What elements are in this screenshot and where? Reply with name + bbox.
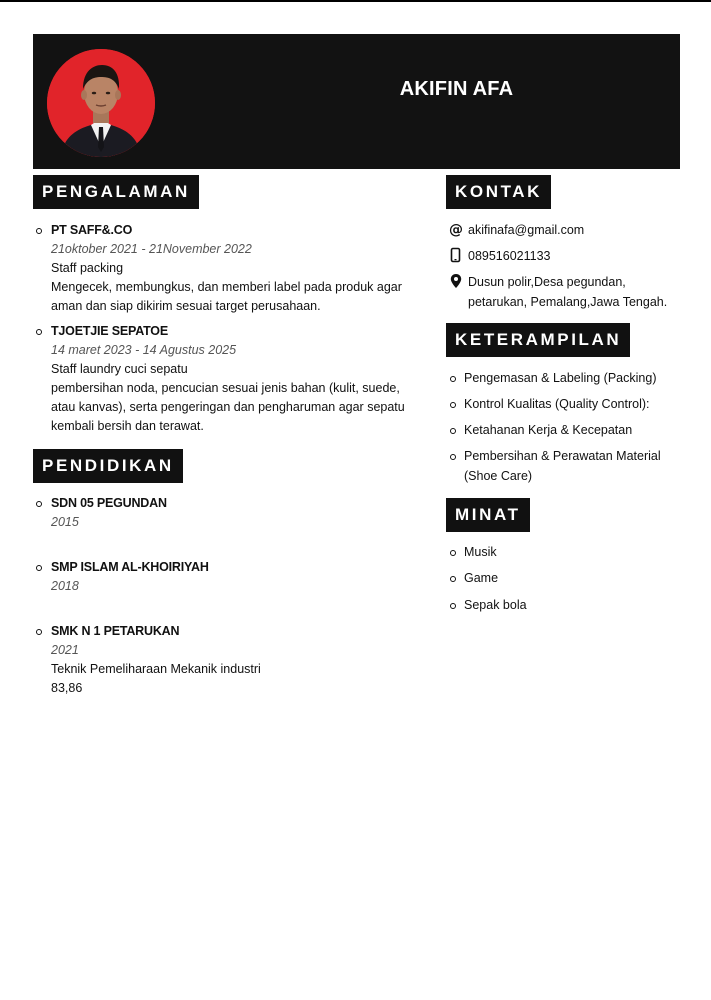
experience-desc-line: Mengecek, membungkus, dan memberi label pada produk agar <box>51 280 402 294</box>
contact-phone-text: 089516021133 <box>468 249 551 263</box>
bullet-icon <box>36 629 42 635</box>
skill-text: Ketahanan Kerja & Kecepatan <box>464 423 633 437</box>
contact-address-line: Dusun polir,Desa pegundan, <box>468 275 626 289</box>
experience-item <box>51 221 411 316</box>
skill-item <box>464 369 679 389</box>
contact-email <box>449 220 681 240</box>
bullet-icon <box>450 454 456 460</box>
education-score: 83,86 <box>51 681 83 695</box>
education-year: 2018 <box>51 579 79 593</box>
candidate-name: AKIFIN AFA <box>399 78 514 100</box>
education-school: SMP ISLAM AL-KHOIRIYAH <box>51 560 209 574</box>
bullet-icon <box>450 576 456 582</box>
experience-role: Staff laundry cuci sepatu <box>51 362 188 376</box>
skill-text: Pengemasan & Labeling (Packing) <box>464 371 657 385</box>
education-item <box>51 558 411 596</box>
svg-text:@: @ <box>449 222 463 237</box>
resume-header <box>33 34 680 169</box>
section-title-contact: KONTAK <box>446 175 551 209</box>
contact-phone <box>449 246 681 266</box>
contact-email-text: akifinafa@gmail.com <box>468 223 585 237</box>
skill-item <box>464 395 679 415</box>
education-item <box>51 494 411 532</box>
experience-desc-line: aman dan siap dikirim sesuai target perusahaan. <box>51 299 321 313</box>
bullet-icon <box>450 428 456 434</box>
contact-address <box>449 272 681 314</box>
skill-text: Pembersihan & Perawatan Material <box>464 449 661 463</box>
profile-photo <box>47 49 155 157</box>
skill-item <box>464 421 679 441</box>
profile-photo-illustration <box>47 49 155 157</box>
location-pin-icon <box>449 273 463 289</box>
experience-period: 14 maret 2023 - 14 Agustus 2025 <box>51 343 237 357</box>
education-year: 2021 <box>51 643 79 657</box>
experience-role: Staff packing <box>51 261 124 275</box>
contact-address-line: petarukan, Pemalang,Jawa Tengah. <box>468 295 668 309</box>
at-icon <box>449 221 463 237</box>
phone-icon <box>449 247 463 263</box>
top-border-line <box>0 0 711 2</box>
bullet-icon <box>450 376 456 382</box>
skill-text: (Shoe Care) <box>464 468 533 483</box>
interest-item <box>464 543 679 563</box>
bullet-icon <box>36 329 42 335</box>
experience-company: PT SAFF&.CO <box>51 223 133 237</box>
section-title-interests: MINAT <box>446 498 530 532</box>
experience-desc-line: kembali bersih dan terawat. <box>51 419 204 433</box>
interest-text: Musik <box>464 545 497 559</box>
bullet-icon <box>36 501 42 507</box>
section-title-experience: PENGALAMAN <box>33 175 199 209</box>
skill-text: Kontrol Kualitas (Quality Control): <box>464 397 650 411</box>
education-year: 2015 <box>51 515 79 529</box>
experience-company: TJOETJIE SEPATOE <box>51 324 168 338</box>
experience-desc-line: atau kanvas), serta pengeringan dan pengharuman agar sepatu <box>51 400 405 414</box>
bullet-icon <box>450 603 456 609</box>
education-school: SMK N 1 PETARUKAN <box>51 624 180 638</box>
bullet-icon <box>450 550 456 556</box>
education-school: SDN 05 PEGUNDAN <box>51 496 167 510</box>
bullet-icon <box>36 565 42 571</box>
experience-item <box>51 322 411 436</box>
interest-item <box>464 569 679 589</box>
interest-text: Sepak bola <box>464 598 527 612</box>
interest-text: Game <box>464 571 499 585</box>
bullet-icon <box>450 402 456 408</box>
experience-period: 21oktober 2021 - 21November 2022 <box>51 242 252 256</box>
education-major: Teknik Pemeliharaan Mekanik industri <box>51 662 261 676</box>
interest-item <box>464 596 679 616</box>
bullet-icon <box>36 228 42 234</box>
experience-desc-line: pembersihan noda, pencucian sesuai jenis bahan (kulit, suede, <box>51 381 400 395</box>
skill-item <box>464 447 679 486</box>
education-item <box>51 622 411 698</box>
section-title-education: PENDIDIKAN <box>33 449 183 483</box>
section-title-skills: KETERAMPILAN <box>446 323 630 357</box>
